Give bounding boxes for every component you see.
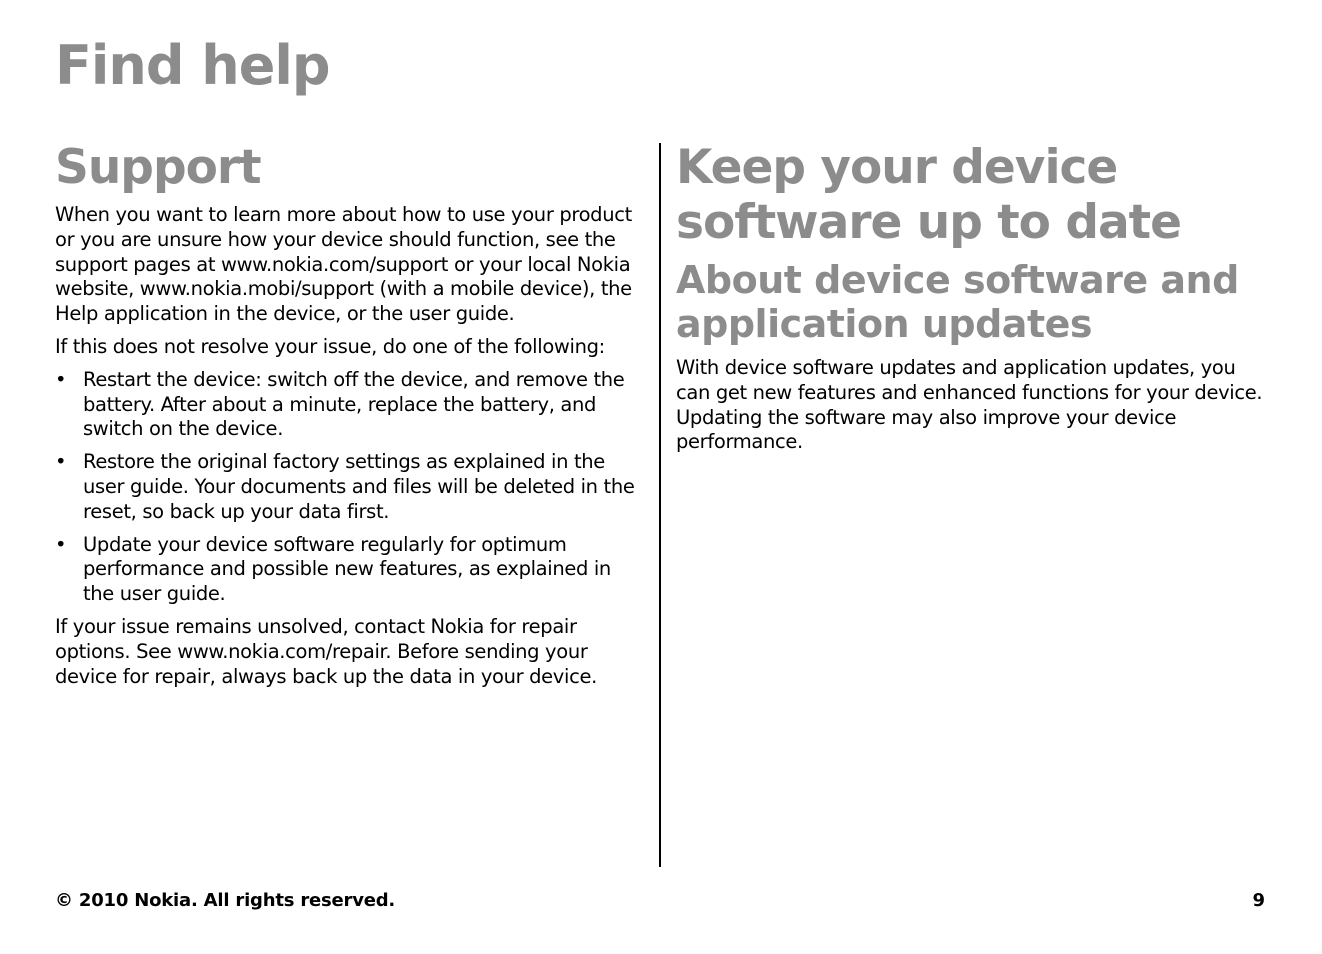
support-column bbox=[55, 140, 647, 697]
list-item bbox=[55, 533, 647, 607]
page-number: 9 bbox=[1252, 890, 1265, 911]
support-lead-in: If this does not resolve your issue, do one of the following: bbox=[55, 334, 605, 358]
list-item-text: Restart the device: switch off the device, and remove the battery. After about a minute, replace the battery, and switch on the device. bbox=[83, 367, 625, 441]
updates-subheading: About device software and application updates bbox=[676, 258, 1239, 346]
page-title: Find help bbox=[55, 34, 330, 97]
list-item bbox=[55, 368, 647, 442]
bullet-icon: • bbox=[55, 367, 67, 391]
support-closing: If your issue remains unsolved, contact Nokia for repair options. See www.nokia.com/repair. Before sending your device for repair, always back up the data in your device. bbox=[55, 614, 597, 688]
updates-heading: Keep your device software up to date bbox=[676, 140, 1182, 250]
list-item-text: Update your device software regularly for optimum performance and possible new features, as explained in the user guide. bbox=[83, 532, 611, 606]
updates-body: With device software updates and application updates, you can get new features and enhanced functions for your device. Updating the software may also improve your device performance. bbox=[676, 356, 1263, 454]
footer-copyright: © 2010 Nokia. All rights reserved. bbox=[55, 890, 396, 911]
support-heading: Support bbox=[55, 140, 261, 195]
support-options-list bbox=[55, 368, 647, 607]
list-item-text: Restore the original factory settings as explained in the user guide. Your documents and files will be deleted in the reset, so back up your data first. bbox=[83, 450, 635, 523]
updates-column bbox=[676, 140, 1268, 463]
bullet-icon: • bbox=[55, 532, 67, 556]
support-intro: When you want to learn more about how to use your product or you are unsure how your device should function, see the support pages at www.nokia.com/support or your local Nokia website, www.nokia.mobi/support (with a mobile device), the Help application in the device, or the user guide. bbox=[55, 203, 632, 326]
list-item bbox=[55, 450, 647, 524]
column-divider bbox=[659, 143, 661, 867]
bullet-icon: • bbox=[55, 450, 67, 474]
